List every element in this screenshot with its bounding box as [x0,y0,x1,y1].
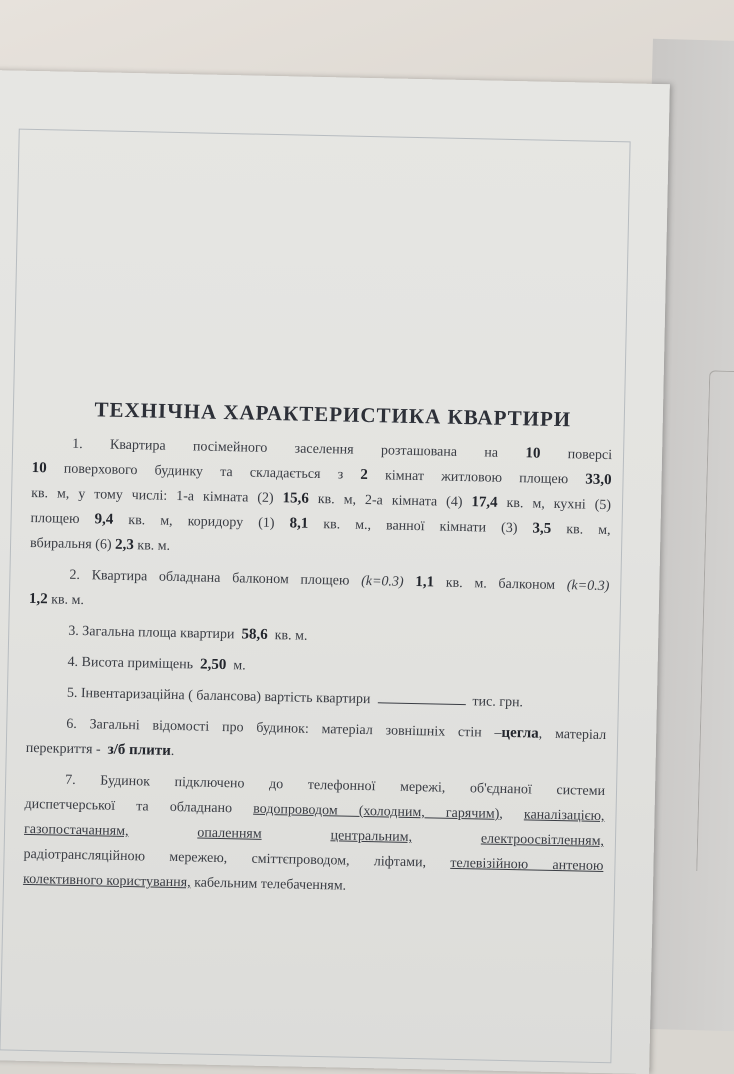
text: кімнат житловою площею [384,468,569,488]
coefficient: (k=0.3) [360,573,404,590]
balcony2-value: 1,2 [28,590,48,608]
walls-value: цегла [501,724,539,742]
text: кв. м, [566,522,611,539]
text: 6. Загальні відомості про будинок: матеріал зовнішніх стін – [66,716,502,741]
room1-value: 15,6 [282,490,310,507]
text: кв. м, кухні (5) [506,495,612,514]
text: площею [30,510,80,527]
text: 1. Квартира посімейного заселення розташована на [72,436,499,461]
electric-lighting: електроосвітленням, [480,831,605,850]
unit: тис. грн. [472,694,524,711]
paragraph-5 [27,680,607,717]
text: перекриття - [25,740,101,758]
floor-value: 10 [525,445,541,462]
text: 2. Квартира обладнана балконом площею [69,567,350,589]
toilet-value: 2,3 [114,536,135,554]
text: 3. Загальна площа квартири [68,623,235,643]
document-body [23,396,613,904]
room2-value: 17,4 [471,494,498,511]
paragraph-7-line-2: диспетчерської та обладнано водопроводом (холодним, гарячим), каналізацією, [24,796,605,825]
text: кв. м, коридору (1) [128,512,275,532]
document-page [0,70,670,1074]
collective-use: колективного користування, [22,871,191,891]
total-area-value: 58,6 [241,626,268,643]
corridor-value: 8,1 [289,515,309,532]
paragraph-4 [27,649,607,686]
rooms-value: 2 [360,466,369,484]
water-supply: водопроводом (холодним, гарячим) [253,801,500,822]
gas-supply: газопостачанням, [23,821,129,840]
slabs-value: з/б плити [107,741,171,759]
text: кв. м., ванної кімнати (3) [323,517,518,537]
coefficient: (k=0.3) [566,578,610,595]
paragraph-3 [28,618,608,655]
text: кв. м. [51,592,85,609]
text: диспетчерської та обладнано [24,796,233,817]
text: поверхового будинку та складається з [63,461,344,483]
living-area-value: 33,0 [585,471,612,489]
blank-field [377,690,465,705]
text: 4. Висота приміщень [67,654,194,673]
text: 7. Будинок підключено до телефонної мережі, об'єднаної системи [64,772,606,800]
sewer: каналізацією, [523,807,605,825]
text: , матеріал [538,726,607,744]
unit: кв. м. [274,628,308,644]
height-value: 2,50 [199,656,227,674]
document-title: ТЕХНІЧНА ХАРАКТЕРИСТИКА КВАРТИРИ [94,397,572,432]
floors-total-value: 10 [31,459,47,477]
text: радіотрансляційною мережею, сміттєпроводом, ліфтами, [23,846,427,871]
text: кв. м, 2-а кімната (4) [317,491,463,510]
text: 5. Інвентаризаційна ( балансова) вартість квартири [66,685,371,708]
unit: м. [233,658,246,674]
text: кабельним телебаченням. [193,875,347,894]
tv-antenna: телевізійною антеною [450,855,604,875]
kitchen-value: 9,4 [94,511,114,528]
text: кв. м, у тому числі: 1-а кімната (2) [30,485,274,507]
back-page-edge [696,370,734,872]
text: . [170,743,175,760]
text: вбиральня (6) [29,535,112,553]
text: поверсі [567,447,613,464]
text: кв. м. [137,538,171,554]
text: кв. м. балконом [445,575,556,593]
balcony1-value: 1,1 [415,574,435,591]
bathroom-value: 3,5 [532,520,552,537]
heating: опаленням [197,825,262,842]
central-heating: центральним, [330,828,413,846]
